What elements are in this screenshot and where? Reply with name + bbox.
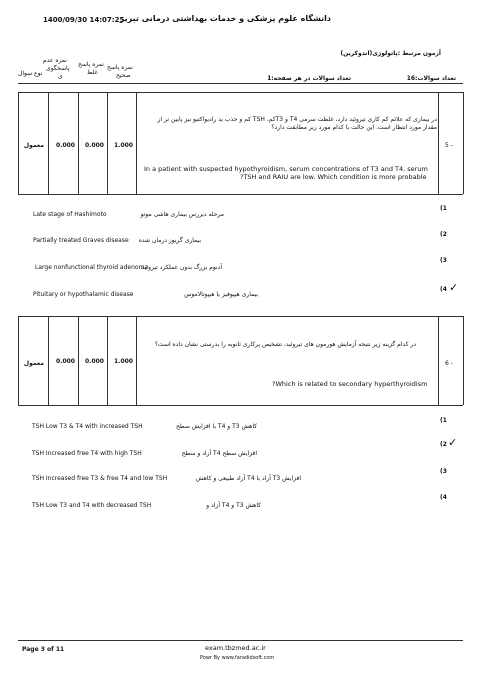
q6-option-3-fa: افزایش T3 آزاد با T4 آزاد طبیعی و کاهش: [195, 475, 301, 482]
q6-wrong-score: 0.000: [85, 358, 104, 365]
q5-option-1-fa: مرحله دیررس بیماری هاشی موتو: [140, 211, 224, 218]
question-count: تعداد سوالات:16: [406, 75, 456, 82]
q6-option-4-fa: کاهش T3 و T4 آزاد و: [206, 502, 261, 509]
col-correct-1: نمره پاسخ: [107, 64, 133, 71]
footer-site: exam.tbzmed.ac.ir: [205, 644, 266, 652]
q6-option-3-en: TSH Increased free T3 & free T4 and low TSH: [32, 475, 168, 482]
q5-option-4-number: (4: [440, 286, 447, 293]
q5-option-3-en: Large nonfunctional thyroid adenoma: [35, 264, 149, 271]
q6-no-answer-score: 0.000: [56, 358, 75, 365]
q6-option-1-en: TSH Low T3 & T4 with increased TSH: [32, 423, 143, 430]
q5-option-4-check-icon: ✓: [449, 281, 459, 294]
q6-option-4-number: (4: [440, 494, 447, 501]
q6-option-2-check-icon: ✓: [448, 436, 458, 449]
q6-number: 6 -: [445, 360, 453, 367]
university-name: دانشگاه علوم پزشکی و خدمات بهداشتی درمانی تبریز: [119, 14, 331, 23]
q5-fa-line-2: مقدار مورد انتظار است. این حالت با کدام مورد زیر مطابقت دارد؟: [271, 124, 437, 131]
q5-no-answer-score: 0.000: [56, 142, 75, 149]
col-no-answer-1: نمره عدم: [43, 57, 67, 64]
col-wrong-1: نمره پاسخ: [78, 61, 104, 68]
q6-option-3-number: (3: [440, 468, 447, 475]
col-wrong-2: غلط: [87, 69, 98, 76]
q5-option-3-fa: آدنوم بزرگ بدون عملکرد تیروئید: [141, 264, 222, 271]
q6-top-border: [18, 316, 463, 317]
q6-en-line-1: ?Which is related to secondary hyperthyroidism: [272, 380, 428, 388]
q6-type: معمول: [23, 360, 44, 367]
q6-correct-score: 1.000: [114, 358, 133, 365]
q6-fa-line-1: در کدام گزینه زیر نتیجه آزمایش هورمون های تیروئید، تشخیص پرکاری ثانویه را بدرستی نشان داده است؟: [154, 341, 416, 348]
questions-per-page: تعداد سوالات در هر صفحه:1: [267, 75, 351, 82]
q5-option-2-fa: بیماری گریوز درمان شده: [138, 237, 201, 244]
q5-option-2-en: Partially treated Graves disease: [33, 237, 129, 244]
q5-option-1-en: Late stage of Hashimoto: [33, 211, 107, 218]
q5-number: 5 -: [445, 142, 453, 149]
page-indicator: Page 3 of 11: [22, 646, 65, 653]
exam-name: آزمون مرتبط :پاتولوژی(اندوکرین): [340, 50, 441, 57]
q5-option-4-en: Pituitary or hypothalamic disease: [33, 291, 134, 298]
footer-rule: [18, 640, 463, 641]
q5-option-2-number: (2: [440, 231, 447, 238]
q6-option-2-fa: افزایش سطح T4 آزاد و سطح: [181, 450, 257, 457]
q6-option-2-en: TSH Increased free T4 with high TSH: [32, 450, 142, 457]
print-timestamp: 1400/09/30 14:07:25: [43, 16, 125, 24]
q5-en-line-1: In a patient with suspected hypothyroidism, serum concentrations of T3 and T4, serum: [144, 165, 428, 173]
q5-bottom-border: [18, 194, 463, 195]
q5-fa-line-1: در بیماری که علائم کم کاری تیروئید دارد، غلظت سرمی T4 و T3کم، TSH کم و جذب ید رادیواکتیو نیز پایین تر از: [157, 116, 437, 123]
col-no-answer-3: ی: [58, 73, 63, 80]
col-no-answer-2: پاسخگوی: [46, 65, 70, 72]
q5-option-3-number: (3: [440, 257, 447, 264]
q6-option-2-number: (2: [440, 441, 447, 448]
footer-powered-by: Powr By www.faradidsoft.com: [200, 655, 275, 661]
col-question-type: نوع سوال: [18, 70, 43, 77]
q6-option-1-fa: کاهش T3 و T4 با افزایش سطح: [176, 423, 257, 430]
q5-option-4-fa: بیماری هیپوفیز یا هیپوتالاموس: [184, 291, 258, 298]
col-correct-2: صحیح: [116, 72, 131, 79]
q5-type: معمول: [23, 142, 44, 149]
q6-bottom-border: [18, 405, 463, 406]
q5-correct-score: 1.000: [114, 142, 133, 149]
q5-en-line-2: ?TSH and RAIU are low. Which condition is more probable: [240, 173, 427, 181]
q5-option-1-number: (1: [440, 205, 447, 212]
q6-option-4-en: TSH Low T3 and T4 with decreased TSH: [32, 502, 152, 509]
q6-option-1-number: (1: [440, 417, 447, 424]
q5-wrong-score: 0.000: [85, 142, 104, 149]
header-rule: [18, 83, 463, 84]
q5-top-border: [18, 92, 463, 93]
